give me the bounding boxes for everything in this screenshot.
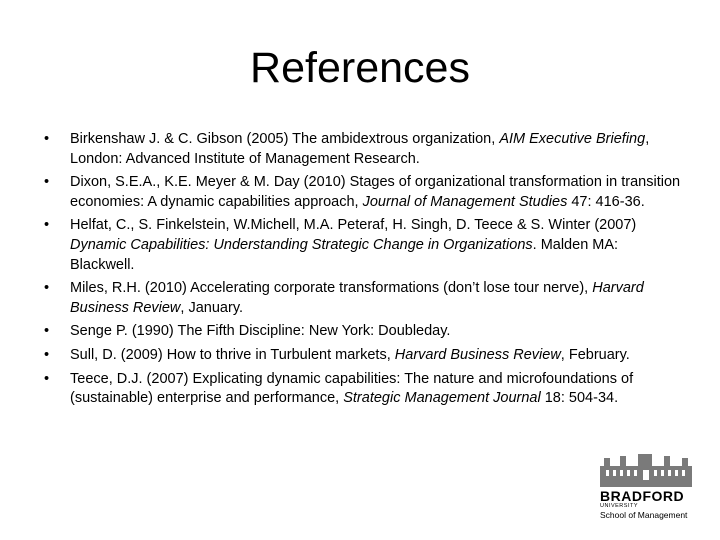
bullet: •: [44, 131, 50, 147]
reference-source-title: Journal of Management Studies: [362, 193, 568, 210]
reference-text: Birkenshaw J. & C. Gibson (2005) The ambidextrous organization,: [70, 131, 500, 147]
reference-text: Teece, D.J. (2007) Explicating dynamic capabilities: The nature and microfoundations of (sustainable) enterprise and performance,: [70, 370, 634, 407]
reference-text: , London: Advanced Institute of Management Research.: [70, 131, 650, 167]
reference-item: [44, 346, 684, 366]
reference-item: [44, 279, 684, 318]
reference-text: Helfat, C., S. Finkelstein, W.Michell, M.A. Peteraf, H. Singh, D. Teece & S. Winter (2007): [70, 217, 637, 234]
reference-item: [44, 216, 684, 275]
bullet: •: [44, 323, 50, 340]
bullet: •: [44, 346, 50, 363]
reference-item: [44, 322, 684, 342]
reference-source-title: AIM Executive Briefing: [499, 131, 646, 147]
reference-source-title: Harvard Business Review: [70, 280, 644, 316]
reference-source-title: Strategic Management Journal: [343, 390, 541, 407]
reference-source-title: Dynamic Capabilities: Understanding Strategic Change in Organizations: [70, 236, 533, 253]
reference-text: . Malden MA: Blackwell.: [70, 236, 619, 273]
reference-text: 18: 504-34.: [540, 390, 619, 407]
bullet: •: [44, 370, 50, 387]
reference-text: Miles, R.H. (2010) Accelerating corporate transformations (don’t lose tour nerve),: [70, 280, 593, 297]
bullet: •: [44, 174, 50, 191]
reference-list: [44, 130, 684, 413]
reference-text: Dixon, S.E.A., K.E. Meyer & M. Day (2010) Stages of organizational transformation in transition economies: A dynamic capabilities approach,: [70, 174, 681, 210]
reference-text: Sull, D. (2009) How to thrive in Turbulent markets,: [70, 346, 395, 363]
slide-title: References: [250, 44, 470, 92]
reference-source-title: Harvard Business Review: [394, 346, 561, 363]
bullet: •: [44, 280, 50, 297]
reference-item: [44, 370, 684, 409]
reference-text: 47: 416-36.: [567, 193, 645, 210]
logo-name: BRADFORD: [600, 488, 685, 504]
bullet: •: [44, 217, 50, 234]
logo-university: UNIVERSITY: [600, 503, 639, 509]
reference-text: , January.: [180, 299, 244, 316]
logo-school: School of Management: [600, 510, 688, 520]
reference-item: [44, 130, 684, 169]
reference-item: [44, 173, 684, 212]
reference-text: Senge P. (1990) The Fifth Discipline: New York: Doubleday.: [70, 323, 451, 340]
reference-text: , February.: [560, 346, 630, 363]
